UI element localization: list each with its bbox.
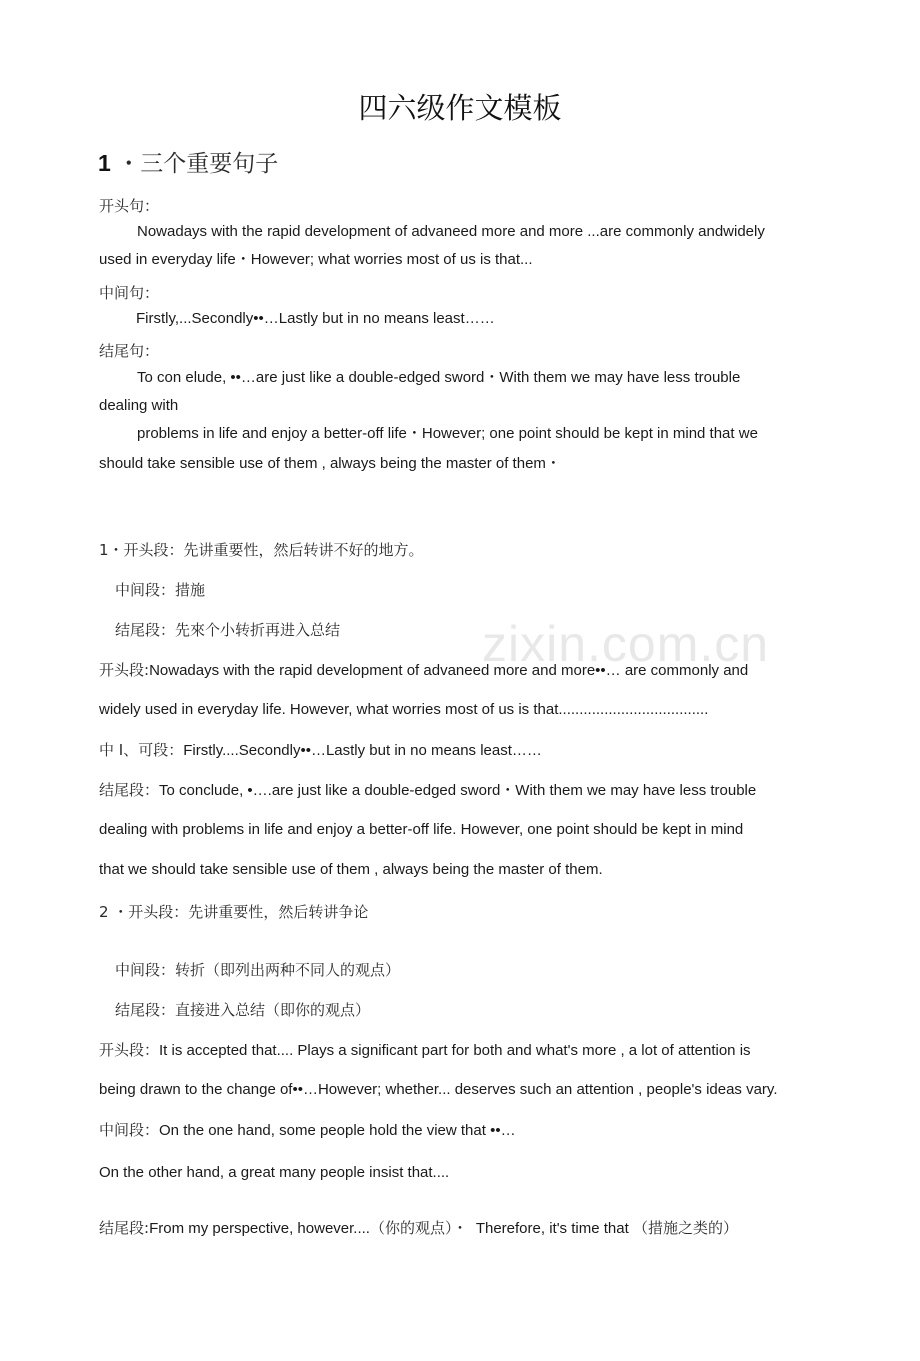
template1-ending bbox=[99, 780, 756, 801]
section1-opening-line2: used in everyday life・However; what worries most of us is that... bbox=[99, 251, 533, 268]
template2-middle-line2: On the other hand, a great many people insist that.... bbox=[99, 1164, 450, 1181]
template2-ending-line1d: （措施之类的） bbox=[632, 1219, 738, 1237]
section1-ending-line2: dealing with bbox=[99, 397, 179, 414]
template2-outline-opening: 2 ・开头段：先讲重要性，然后转讲争论 bbox=[99, 903, 369, 921]
template2-middle-label: 中间段： bbox=[99, 1121, 160, 1139]
section1-opening-line1: Nowadays with the rapid development of advaneed more and more ...are commonly andwidely bbox=[137, 223, 765, 240]
template1-ending-line3: that we should take sensible use of them , always being the master of them. bbox=[99, 861, 603, 878]
template2-opening bbox=[99, 1040, 751, 1061]
section1-middle-label: 中间句： bbox=[99, 284, 160, 302]
section1-heading-text: ・三个重要句子 bbox=[117, 151, 279, 177]
template2-middle bbox=[99, 1120, 516, 1141]
template1-ending-line2: dealing with problems in life and enjoy a better-off life. However, one point should be kept in mind bbox=[99, 821, 744, 838]
template2-outline-ending: 结尾段：直接进入总结（即你的观点） bbox=[115, 1001, 371, 1019]
section1-ending-line1: To con elude, ••…are just like a double-edged sword・With them we may have less trouble bbox=[137, 369, 741, 386]
section1-ending-line3: problems in life and enjoy a better-off life・However; one point should be kept in mind that we bbox=[137, 425, 758, 442]
watermark: zixin.com.cn bbox=[482, 616, 770, 672]
template1-middle-label: 中 I、可段： bbox=[99, 741, 184, 759]
template1-outline-opening: 1・开头段：先讲重要性，然后转讲不好的地方。 bbox=[99, 541, 424, 559]
section1-heading-number: 1 bbox=[98, 150, 111, 176]
template2-ending-line1a: From my perspective, however.... bbox=[149, 1220, 370, 1237]
template1-middle bbox=[99, 740, 542, 761]
template1-outline-middle: 中间段：措施 bbox=[115, 581, 206, 599]
template1-outline-ending: 结尾段：先來个小转折再进入总结 bbox=[115, 621, 341, 639]
section1-opening-label: 开头句： bbox=[99, 197, 160, 215]
template1-opening-line1: Nowadays with the rapid development of advaneed more and more••… are commonly and bbox=[149, 662, 749, 679]
template2-middle-line1: On the one hand, some people hold the view that ••… bbox=[159, 1122, 516, 1139]
document-title: 四六级作文模板 bbox=[358, 91, 562, 125]
template1-middle-line1: Firstly....Secondly••…Lastly but in no means least…… bbox=[183, 742, 542, 759]
section1-heading bbox=[98, 148, 278, 179]
template1-opening-label: 开头段: bbox=[99, 661, 150, 679]
template2-ending-line1b: （你的观点）・ bbox=[369, 1219, 468, 1237]
template1-opening bbox=[99, 660, 748, 681]
section1-middle-line1: Firstly,...Secondly••…Lastly but in no means least…… bbox=[136, 310, 495, 327]
template2-outline-middle: 中间段：转折（即列出两种不同人的观点） bbox=[115, 961, 401, 979]
template2-opening-line2: being drawn to the change of••…However; whether... deserves such an attention , people's ideas vary. bbox=[99, 1081, 778, 1098]
template2-ending-line1c: Therefore, it's time that bbox=[475, 1220, 629, 1237]
section1-ending-line4: should take sensible use of them , always being the master of them・ bbox=[99, 455, 561, 472]
template1-opening-line2: widely used in everyday life. However, what worries most of us is that.................................... bbox=[99, 701, 709, 718]
template1-ending-line1: To conclude, •….are just like a double-edged sword・With them we may have less trouble bbox=[159, 782, 757, 799]
section1-ending-label: 结尾句： bbox=[99, 342, 160, 360]
template2-opening-label: 开头段： bbox=[99, 1041, 160, 1059]
template2-ending bbox=[99, 1218, 738, 1239]
template1-ending-label: 结尾段： bbox=[99, 781, 160, 799]
template2-opening-line1: It is accepted that.... Plays a significant part for both and what's more , a lot of attention is bbox=[159, 1042, 751, 1059]
template2-ending-label: 结尾段: bbox=[99, 1219, 150, 1237]
